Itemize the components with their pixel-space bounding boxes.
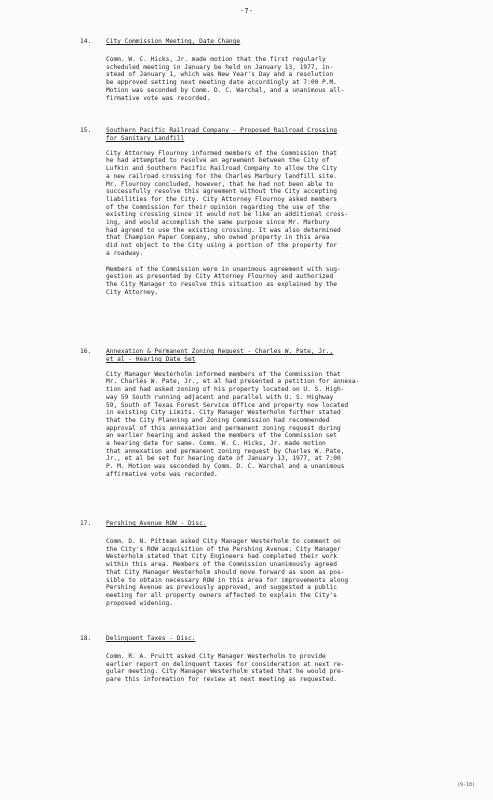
section-paragraph: City Manager Westerholm informed members of the Commission that Mr. Charles W. Pate, Jr., et al had presented a petition for annexa- tion and had asked zoning of his property located on U. S. High- way 59 South running adjacent and parallel with U. S. Highway 59, South of Texas Forest Service Office and property now located in existing City Limits. City Manager Westerholm further stated that the City Planning and Zoning Commission had recommended approval of this annexation and permanent zoning request during an earlier hearing and asked the members of the Commission set a hearing date for same. Comm. W. C. Hicks, Jr. made motion that annexation and permanent zoning request by Charles W. Pate, Jr., et al be set for hearing date of January 13, 1977, at 7:00 P. M. Motion was seconded by Comm. D. C. Warchal and a unanimous affirmative vote was recorded. bbox=[106, 370, 360, 478]
section-heading: Pershing Avenue ROW - Disc. bbox=[106, 520, 207, 527]
footer-mark: (9-10) bbox=[456, 782, 475, 789]
section-heading: Delinquent Taxes - Disc. bbox=[106, 635, 196, 642]
section-paragraph: Comm. W. C. Hicks, Jr. made motion that the first regularly scheduled meeting in January be held on January 13, 1977, in- stead of January 1, which was New Year's Day and a resolution be approved setting next meeting date accordingly at 7:00 P.M. Motion was seconded by Comm. D. C. Warchal, and a unanimous all- firmative vote was recorded. bbox=[106, 56, 345, 102]
section-14 bbox=[80, 38, 463, 102]
section-number: 14. bbox=[80, 38, 92, 45]
section-paragraph: Comm. D. N. Pittman asked City Manager Westerholm to comment on the City's ROW acquisition of the Pershing Avenue. City Manager Westerholm stated that City Engineers had completed their work within this area. Members of the Commission unanimously agreed that City Manager Westerholm should move forward as soon as pos- sible to obtain necessary ROW in this area for improvements along Pershing Avenue as previously approved, and suggested a public meeting for all property owners affected to explain the City's proposed widening. bbox=[106, 538, 349, 607]
section-heading: Southern Pacific Railroad Company - Proposed Railroad Crossing bbox=[106, 127, 337, 134]
section-number: 17. bbox=[80, 520, 92, 527]
section-15 bbox=[80, 127, 463, 296]
section-17 bbox=[80, 520, 463, 607]
section-heading-continued: for Sanitary Landfill bbox=[106, 135, 185, 142]
section-heading-continued: et al - Hearing Date Set bbox=[106, 356, 196, 363]
section-heading: City Commission Meeting, Date Change bbox=[106, 38, 241, 45]
section-18 bbox=[80, 635, 463, 684]
section-paragraph: Members of the Commission were in unanimous agreement with sug- gestion as presented by City Attorney Flournoy and authorized the City Manager to resolve this situation as explained by the City Attorney. bbox=[106, 265, 341, 296]
section-number: 15. bbox=[80, 127, 92, 134]
section-paragraph: Comm. R. A. Pruitt asked City Manager Westerholm to provide earlier report on delinquent taxes for consideration at next re- gular meeting. City Manager Westerholm stated that he would pre- pare this information for review at next meeting as requested. bbox=[106, 653, 345, 684]
section-paragraph: City Attorney Flournoy informed members of the Commission that he had attempted to resolve an agreement between the City of Lufkin and Southern Pacific Railroad Company to allow the City a new railroad crossing for the Charles Marbury landfill site. Mr. Flournoy concluded, however, that he had not been able to successfully resolve this agreement without the City accepting liabilities for the City. City Attorney Flournoy asked members of the Commission for their opinion regarding the use of the existing crossing since it would not be like an additional cross- ing, and would accomplish the same purpose since Mr. Marbury had agreed to use the existing crossing. It was also determined that Champion Paper Company, who owned property in this area did not object to the City using a portion of the property for a roadway. bbox=[106, 149, 349, 257]
page-number: -7- bbox=[240, 7, 253, 15]
section-number: 18. bbox=[80, 635, 92, 642]
section-16 bbox=[80, 348, 463, 479]
section-number: 16. bbox=[80, 348, 92, 355]
section-heading: Annexation & Permanent Zoning Request - Charles W. Pate, Jr., bbox=[106, 348, 334, 355]
